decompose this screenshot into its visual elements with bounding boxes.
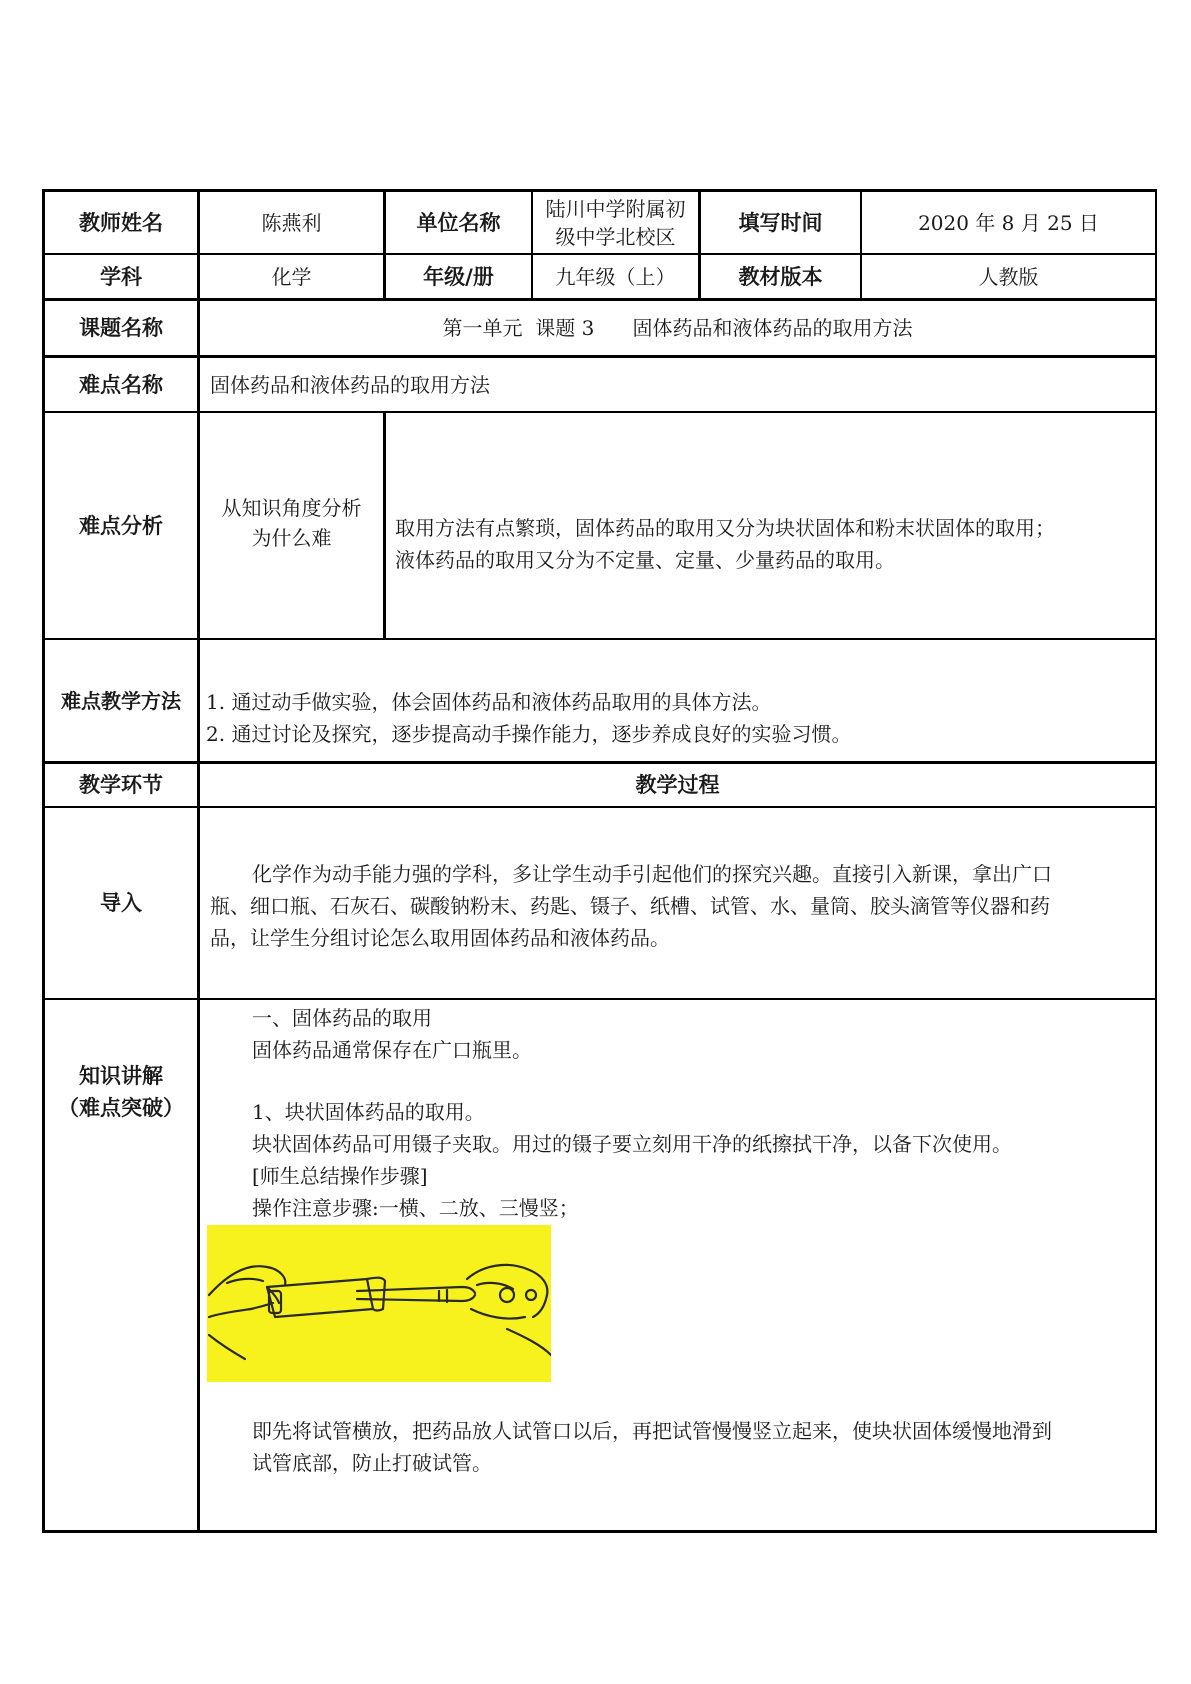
subject-value: 化学	[271, 264, 312, 289]
intro-line2: 瓶、细口瓶、石灰石、碳酸钠粉末、药匙、镊子、纸槽、试管、水、量筒、胶头滴管等仪器和药	[210, 894, 1050, 918]
unit-value-line1: 陆川中学附属初	[545, 196, 686, 221]
table-border-right	[1155, 189, 1157, 1532]
knowledge-after-line2: 试管底部，防止打破试管。	[252, 1451, 492, 1475]
topic-value: 第一单元 课题 3 固体药品和液体药品的取用方法	[442, 316, 913, 340]
knowledge-label	[45, 1000, 197, 1200]
knowledge-after-line1: 即先将试管横放，把药品放人试管口以后，再把试管慢慢竖立起来，使块状固体缓慢地滑到	[252, 1419, 1052, 1443]
knowledge-line-1: 一、固体药品的取用	[252, 1006, 432, 1030]
knowledge-line-5: 块状固体药品可用镊子夹取。用过的镊子要立刻用干净的纸擦拭干净，以备下次使用。	[252, 1132, 1012, 1156]
analysis-divider	[383, 411, 386, 640]
row-line-7	[42, 806, 1157, 808]
analysis-sub-label	[200, 413, 383, 638]
analysis-text-line1: 取用方法有点繁琐，固体药品的取用又分为块状固体和粉末状固体的取用；	[395, 516, 1055, 540]
grade-label: 年级/册	[423, 264, 494, 289]
row-line-8	[42, 998, 1157, 1000]
time-label: 填写时间	[738, 210, 823, 235]
intro-label: 导入	[100, 891, 142, 915]
row-line-5	[42, 638, 1157, 640]
knowledge-label-line1: 知识讲解	[79, 1064, 163, 1088]
method-line1: 1. 通过动手做实验，体会固体药品和液体药品取用的具体方法。	[206, 690, 772, 714]
intro-line3: 品，让学生分组讨论怎么取用固体药品和液体药品。	[210, 926, 670, 950]
topic-label: 课题名称	[79, 316, 163, 340]
difficulty-label: 难点名称	[79, 372, 163, 397]
unit-value	[533, 192, 698, 253]
analysis-sub-label-line2: 为什么难	[251, 526, 332, 550]
hands-tube-tweezers-icon	[207, 1225, 551, 1382]
row-line-bottom	[42, 1530, 1157, 1533]
edition-label: 教材版本	[738, 264, 823, 289]
difficulty-value: 固体药品和液体药品的取用方法	[210, 372, 490, 397]
method-line2: 2. 通过讨论及探究，逐步提高动手操作能力，逐步养成良好的实验习惯。	[206, 722, 852, 746]
label-column-divider	[197, 189, 200, 1532]
subject-label: 学科	[100, 264, 142, 289]
intro-line1: 化学作为动手能力强的学科，多让学生动手引起他们的探究兴趣。直接引入新课，拿出广口	[252, 862, 1052, 886]
edition-value: 人教版	[978, 264, 1039, 289]
teacher-value: 陈燕利	[261, 210, 322, 235]
time-value: 2020 年 8 月 25 日	[918, 210, 1099, 235]
test-tube-illustration	[207, 1225, 551, 1382]
unit-label: 单位名称	[416, 210, 501, 235]
unit-value-line2: 级中学北校区	[555, 224, 676, 249]
stage-label: 教学环节	[79, 773, 163, 797]
analysis-label: 难点分析	[79, 513, 163, 538]
knowledge-line-4: 1、块状固体药品的取用。	[252, 1100, 485, 1124]
knowledge-label-line2: （难点突破）	[58, 1096, 184, 1120]
analysis-text-line2: 液体药品的取用又分为不定量、定量、少量药品的取用。	[395, 548, 895, 572]
knowledge-line-6: [师生总结操作步骤]	[252, 1164, 428, 1188]
knowledge-line-2: 固体药品通常保存在广口瓶里。	[252, 1038, 532, 1062]
method-label: 难点教学方法	[61, 688, 181, 713]
teacher-label: 教师姓名	[79, 210, 163, 235]
analysis-sub-label-line1: 从知识角度分析	[221, 496, 362, 520]
process-label: 教学过程	[635, 773, 720, 797]
grade-value: 九年级（上）	[555, 264, 676, 289]
knowledge-line-7: 操作注意步骤:一横、二放、三慢竖；	[252, 1196, 579, 1220]
